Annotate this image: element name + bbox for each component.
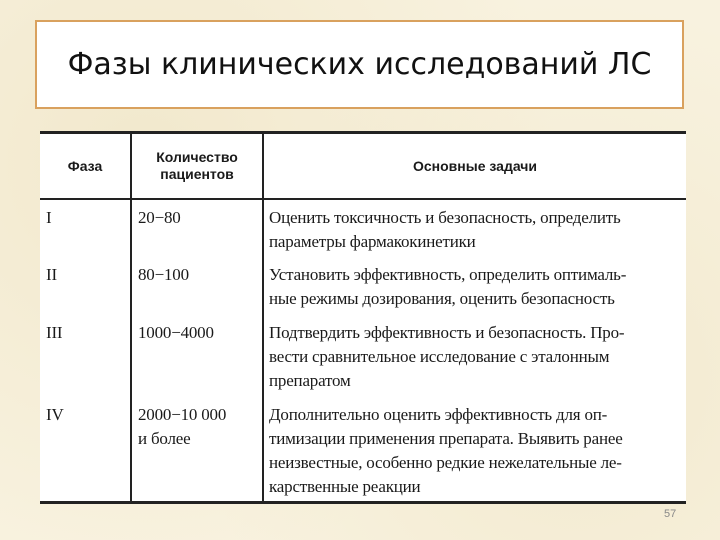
row-1-phase: I	[46, 208, 52, 227]
row-3-tasks-line-1: Подтвердить эффективность и безопасность. Про-	[269, 323, 625, 342]
row-2-tasks-line-1: Установить эффективность, определить оптималь-	[269, 265, 627, 284]
title-box	[35, 20, 684, 109]
phases-table	[40, 131, 686, 504]
row-2-tasks-line-2: ные режимы дозирования, оценить безопасность	[269, 289, 615, 308]
header-tasks: Основные задачи	[413, 157, 537, 174]
row-4-patients-line-1: 2000−10 000	[138, 405, 227, 424]
column-divider-2	[262, 134, 264, 504]
row-3-phase: III	[46, 323, 63, 342]
row-4-patients-line-2: и более	[138, 429, 191, 448]
row-3-tasks-line-3: препаратом	[269, 371, 351, 390]
row-4-tasks-line-4: карственные реакции	[269, 477, 421, 496]
row-3-tasks-line-2: вести сравнительное исследование с эталонным	[269, 347, 610, 366]
row-3-patients: 1000−4000	[138, 323, 214, 342]
row-2-phase: II	[46, 265, 57, 284]
row-1-tasks-line-2: параметры фармакокинетики	[269, 232, 476, 251]
row-4-tasks-line-3: неизвестные, особенно редкие нежелательные ле-	[269, 453, 622, 472]
header-phase: Фаза	[67, 157, 103, 174]
slide-title: Фазы клинических исследований ЛС	[67, 47, 652, 82]
page-number: 57	[664, 508, 677, 520]
column-divider-1	[130, 134, 132, 504]
row-4-tasks-line-1: Дополнительно оценить эффективность для оп-	[269, 405, 608, 424]
header-divider	[40, 198, 686, 200]
header-patients-line1: Количество	[156, 149, 238, 165]
header-patients	[132, 134, 262, 198]
row-1-patients: 20−80	[138, 208, 181, 227]
row-4-phase: IV	[46, 405, 64, 424]
row-1-tasks-line-1: Оценить токсичность и безопасность, определить	[269, 208, 621, 227]
row-4-tasks-line-2: тимизации применения препарата. Выявить ранее	[269, 429, 623, 448]
row-2-patients: 80−100	[138, 265, 189, 284]
header-patients-line2: пациентов	[160, 166, 234, 182]
